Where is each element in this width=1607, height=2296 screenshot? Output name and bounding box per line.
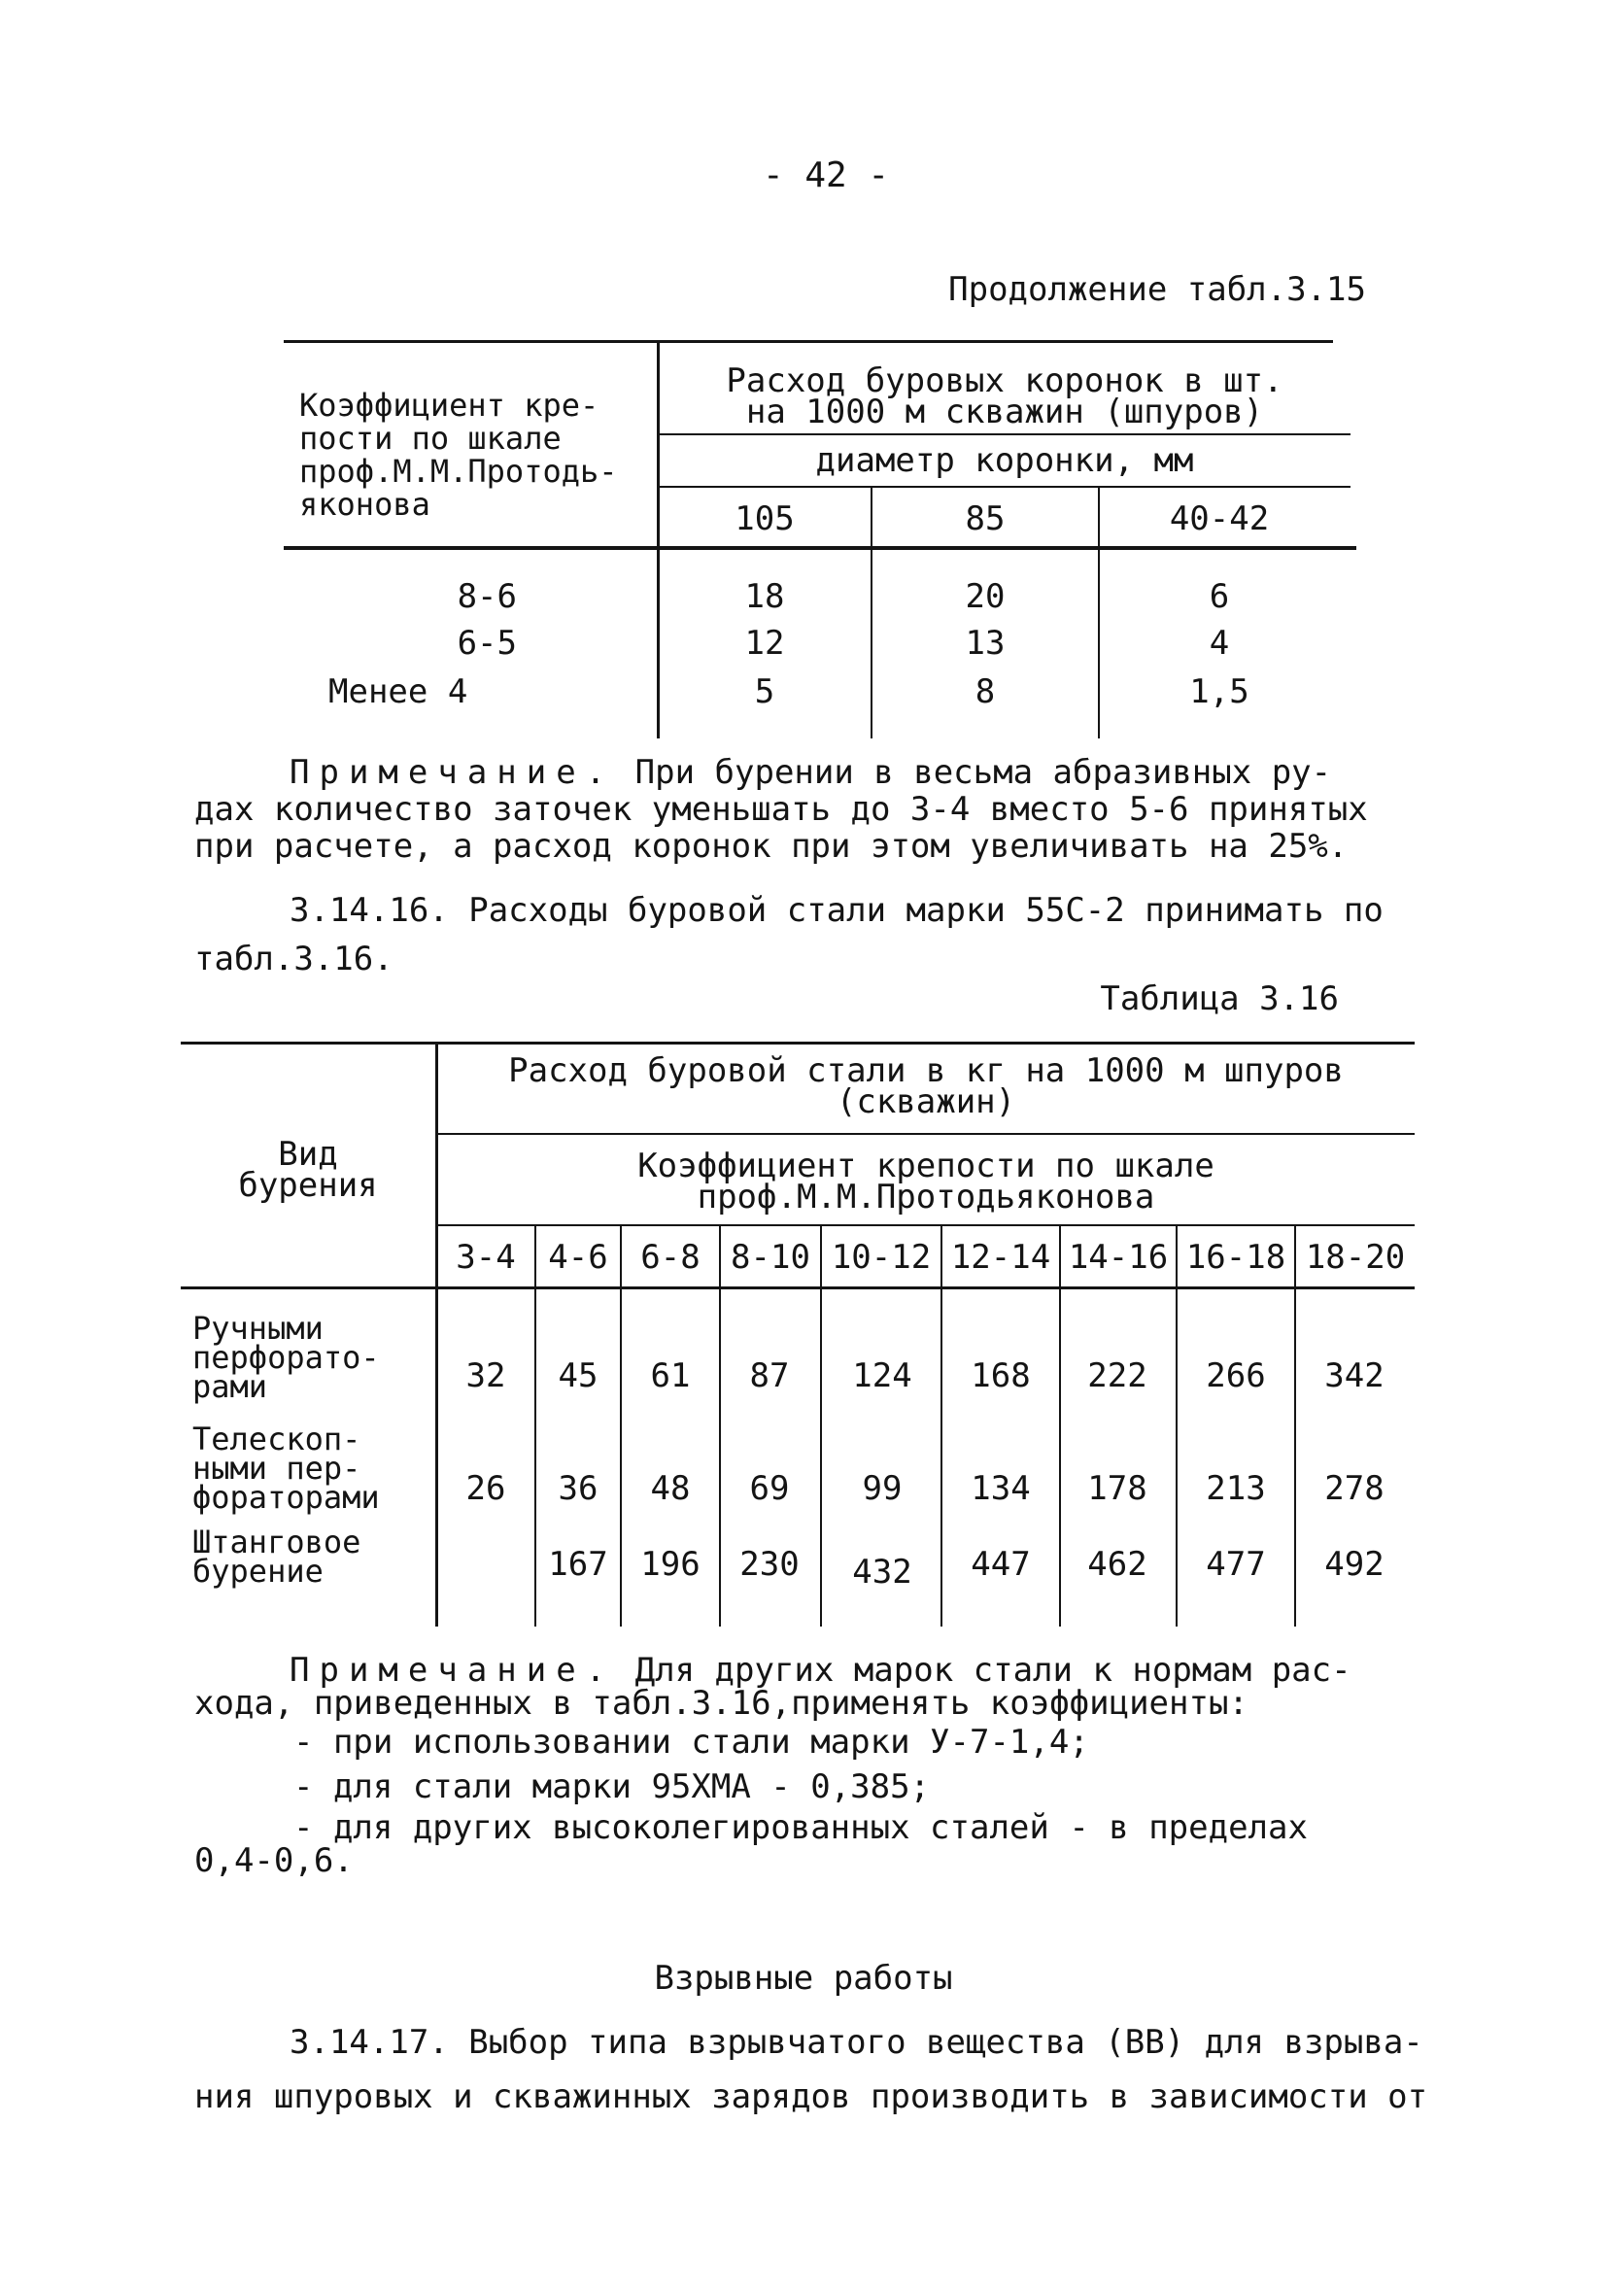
row-label: Телескоп- ными пер- фораторами [192, 1421, 380, 1516]
page-number: - 42 - [762, 155, 890, 195]
column-header: 12-14 [950, 1238, 1051, 1277]
column-divider [820, 1226, 822, 1627]
column-divider [1176, 1226, 1178, 1627]
column-divider [1294, 1226, 1296, 1627]
table-cell: 1,5 [1189, 672, 1249, 711]
table-cell: 12 [744, 624, 785, 663]
table-cell: 8 [974, 672, 996, 711]
table-cell: 167 [548, 1545, 608, 1584]
table-cell: 99 [862, 1469, 903, 1508]
stub-divider [435, 1042, 438, 1627]
table-continuation-label: Продолжение табл.3.15 [948, 270, 1366, 309]
column-header: 85 [965, 499, 1006, 538]
row-label: 6-5 [457, 624, 517, 663]
column-header: 16-18 [1185, 1238, 1286, 1277]
table-cell: 61 [650, 1356, 691, 1395]
header-rule [437, 1224, 1415, 1226]
table-cell: 168 [971, 1356, 1031, 1395]
group-header: Расход буровых коронок в шт. на 1000 м скважин (шпуров) [726, 361, 1283, 431]
sub-header: Коэффициент крепости по шкале проф.М.М.Протодьяконова [637, 1147, 1214, 1217]
table-cell: 69 [749, 1469, 790, 1508]
table-cell: 477 [1206, 1545, 1266, 1584]
table-cell: 20 [965, 577, 1006, 616]
note-lead: Примечание. [290, 1651, 616, 1690]
row-label: Менее 4 [328, 672, 468, 711]
table-cell: 48 [650, 1469, 691, 1508]
note-lead: Примечание. [290, 753, 616, 792]
table-cell: 432 [852, 1553, 912, 1592]
row-label: 8-6 [457, 577, 517, 616]
column-header: 3-4 [456, 1238, 516, 1277]
table-cell: 18 [744, 577, 785, 616]
header-bottom-rule [181, 1286, 1415, 1289]
table-cell: 5 [754, 672, 775, 711]
table-cell: 6 [1209, 577, 1230, 616]
table-cell: 222 [1087, 1356, 1147, 1395]
row-label: Ручными перфорато- рами [192, 1310, 380, 1405]
table-3-15 [284, 340, 1356, 738]
table-cell: 213 [1206, 1469, 1266, 1508]
column-header: 40-42 [1169, 499, 1270, 538]
sub-header: диаметр коронки, мм [815, 441, 1194, 480]
header-rule [659, 486, 1351, 488]
row-label: Штанговое бурение [192, 1524, 361, 1590]
column-header: 10-12 [831, 1238, 932, 1277]
table-cell: 447 [971, 1545, 1031, 1584]
table-top-rule [181, 1042, 1415, 1045]
section-title: Взрывные работы [654, 1959, 953, 1998]
note-1: Примечание. При бурении в весьма абразивных ру- дах количество заточек уменьшать до 3-4 вместо 5-6 принятых при расчете, а расход коронок при этом увеличивать на 25%. [194, 753, 1368, 866]
column-divider [1059, 1226, 1061, 1627]
table-cell: 492 [1324, 1545, 1385, 1584]
stub-header: Вид бурения [238, 1135, 378, 1205]
table-cell: 462 [1087, 1545, 1147, 1584]
table-cell: 32 [465, 1356, 506, 1395]
table-cell: 45 [558, 1356, 598, 1395]
column-header: 105 [735, 499, 795, 538]
table-cell: 124 [852, 1356, 912, 1395]
table-cell: 36 [558, 1469, 598, 1508]
table-cell: 178 [1087, 1469, 1147, 1508]
stub-header: Коэффициент кре- пости по шкале проф.М.М.Протодь- яконова [299, 387, 618, 523]
table-cell: 4 [1209, 624, 1230, 663]
column-header: 18-20 [1305, 1238, 1406, 1277]
table-top-rule [284, 340, 1333, 343]
note-2: Примечание. Для других марок стали к нормам рас- хода, приведенных в табл.3.16,применять коэффициенты: - при использовании стали марки У-7-1,4; - для стали марки 95ХМА - 0,385; - для других высоколегированных сталей - в пределах 0,4-0,6. [194, 1651, 1351, 1880]
table-cell: 196 [640, 1545, 701, 1584]
table-cell: 230 [739, 1545, 800, 1584]
table-cell: 278 [1324, 1469, 1385, 1508]
table-label: Таблица 3.16 [1100, 979, 1339, 1018]
table-cell: 342 [1324, 1356, 1385, 1395]
column-header: 14-16 [1068, 1238, 1169, 1277]
table-cell: 87 [749, 1356, 790, 1395]
table-cell: 26 [465, 1469, 506, 1508]
paragraph-3-14-17: 3.14.17. Выбор типа взрывчатого вещества (ВВ) для взрыва- ния шпуровых и скважинных зарядов производить в зависимости от [194, 2023, 1428, 2116]
paragraph-3-14-16: 3.14.16. Расходы буровой стали марки 55С-2 принимать по табл.3.16. [194, 891, 1384, 978]
table-cell: 266 [1206, 1356, 1266, 1395]
table-3-16 [181, 1042, 1415, 1634]
table-cell: 13 [965, 624, 1006, 663]
column-header: 4-6 [548, 1238, 608, 1277]
column-header: 8-10 [731, 1238, 810, 1277]
column-header: 6-8 [640, 1238, 701, 1277]
header-rule [659, 433, 1351, 435]
table-cell: 134 [971, 1469, 1031, 1508]
column-divider [940, 1226, 942, 1627]
header-bottom-rule [284, 546, 1356, 550]
header-rule [437, 1133, 1415, 1135]
group-header: Расход буровой стали в кг на 1000 м шпуров (скважин) [508, 1051, 1344, 1121]
